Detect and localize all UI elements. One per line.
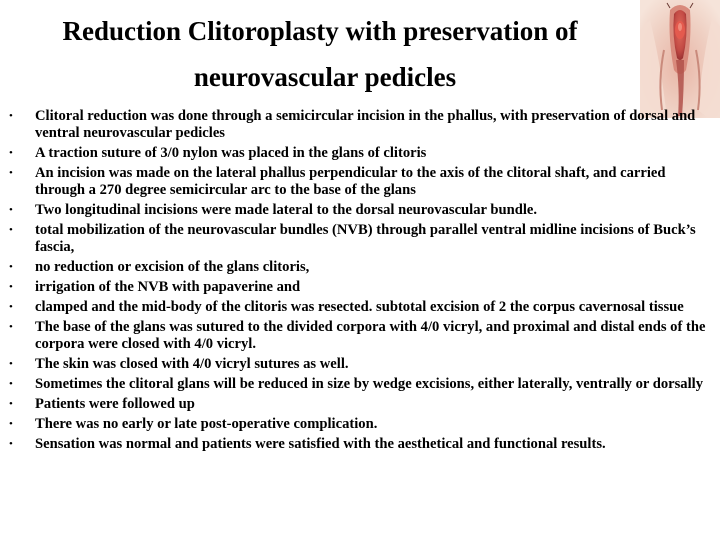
bullet-dot-icon: •	[9, 438, 13, 451]
bullet-text: The skin was closed with 4/0 vicryl sutures as well.	[35, 356, 349, 373]
bullet-dot-icon: •	[9, 378, 13, 391]
bullet-item	[0, 356, 716, 373]
bullet-item	[0, 279, 716, 296]
slide-title	[0, 8, 640, 100]
bullet-text: clamped and the mid-body of the clitoris was resected. subtotal excision of 2 the corpus cavernosal tissue	[35, 299, 684, 316]
bullet-item	[0, 319, 716, 353]
bullet-item	[0, 396, 716, 413]
bullet-dot-icon: •	[9, 203, 13, 216]
bullet-dot-icon: •	[9, 146, 13, 159]
bullet-item	[0, 376, 716, 393]
bullet-item	[0, 436, 716, 453]
bullet-dot-icon: •	[9, 260, 13, 273]
bullet-dot-icon: •	[9, 321, 13, 334]
bullet-dot-icon: •	[9, 418, 13, 431]
bullet-item	[0, 259, 716, 276]
bullet-dot-icon: •	[9, 166, 13, 179]
bullet-text: An incision was made on the lateral phallus perpendicular to the axis of the clitoral shaft, and carried through a 270 degree semicircular arc to the base of the glans	[35, 164, 666, 198]
bullet-text: There was no early or late post-operative complication.	[35, 416, 378, 433]
title-line-1: Reduction Clitoroplasty with preservation of	[62, 16, 578, 46]
bullet-dot-icon: •	[9, 301, 13, 314]
bullet-list	[0, 108, 716, 457]
bullet-dot-icon: •	[9, 398, 13, 411]
bullet-item	[0, 299, 716, 316]
bullet-text: Two longitudinal incisions were made lateral to the dorsal neurovascular bundle.	[35, 201, 538, 218]
bullet-item	[0, 416, 716, 433]
bullet-item	[0, 108, 716, 142]
bullet-item	[0, 165, 716, 199]
bullet-item	[0, 222, 716, 256]
bullet-text: total mobilization of the neurovascular bundles (NVB) through parallel ventral midline incisions of Buck’s fascia,	[35, 221, 696, 255]
bullet-text: no reduction or excision of the glans clitoris,	[35, 258, 310, 275]
bullet-text: The base of the glans was sutured to the divided corpora with 4/0 vicryl, and proximal and distal ends of the corpora were closed with 4/0 vicryl.	[35, 319, 706, 352]
bullet-dot-icon: •	[9, 223, 13, 236]
bullet-item	[0, 145, 716, 162]
title-line-2: neurovascular pedicles	[193, 62, 457, 92]
bullet-text: Sensation was normal and patients were satisfied with the aesthetical and functional results.	[35, 436, 606, 453]
bullet-text: Sometimes the clitoral glans will be reduced in size by wedge excisions, either laterally, ventrally or dorsally	[35, 376, 703, 393]
clinical-photo	[640, 0, 720, 118]
bullet-text: irrigation of the NVB with papaverine and	[35, 278, 301, 295]
bullet-dot-icon: •	[9, 280, 13, 293]
bullet-text: Clitoral reduction was done through a semicircular incision in the phallus, with preservation of dorsal and ventral neurovascular pedicles	[35, 108, 696, 141]
bullet-text: Patients were followed up	[35, 396, 195, 413]
bullet-text: A traction suture of 3/0 nylon was placed in the glans of clitoris	[35, 144, 427, 161]
bullet-dot-icon: •	[9, 358, 13, 371]
bullet-dot-icon: •	[9, 110, 13, 122]
bullet-item	[0, 202, 716, 219]
clinical-photo-image	[640, 0, 720, 118]
